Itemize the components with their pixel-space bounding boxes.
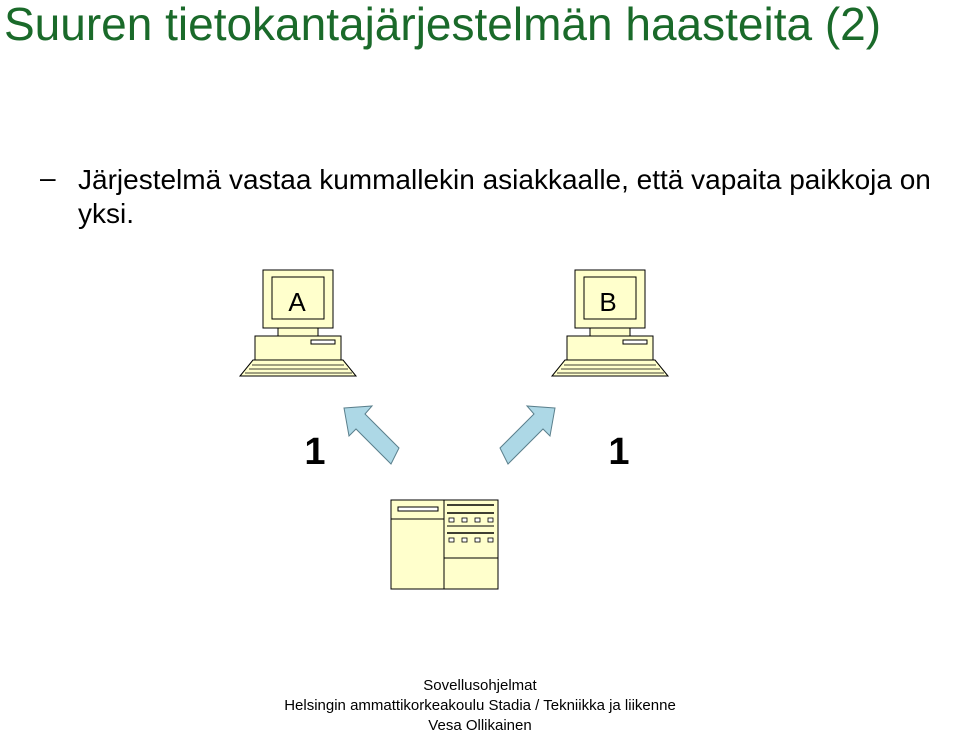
database-server	[391, 500, 498, 589]
response-value-b: 1	[608, 431, 630, 473]
client-b-label: B	[599, 287, 617, 317]
footer	[0, 676, 960, 736]
response-value-a: 1	[304, 431, 326, 473]
footer-course: Sovellusohjelmat	[423, 677, 537, 694]
client-computer-b	[552, 270, 668, 376]
bullet-text: Järjestelmä vastaa kummallekin asiakkaalle, että vapaita paikkoja on yksi.	[78, 164, 931, 229]
client-a-label: A	[288, 287, 306, 317]
arrow-to-client-b	[500, 406, 555, 464]
client-computer-a	[240, 270, 356, 376]
footer-institution: Helsingin ammattikorkeakoulu Stadia / Tekniikka ja liikenne	[284, 697, 676, 714]
arrow-to-client-a	[344, 406, 399, 464]
bullet-dash: –	[40, 162, 56, 193]
footer-author: Vesa Ollikainen	[428, 717, 532, 734]
slide-title: Suuren tietokantajärjestelmän haasteita (2)	[4, 0, 882, 50]
